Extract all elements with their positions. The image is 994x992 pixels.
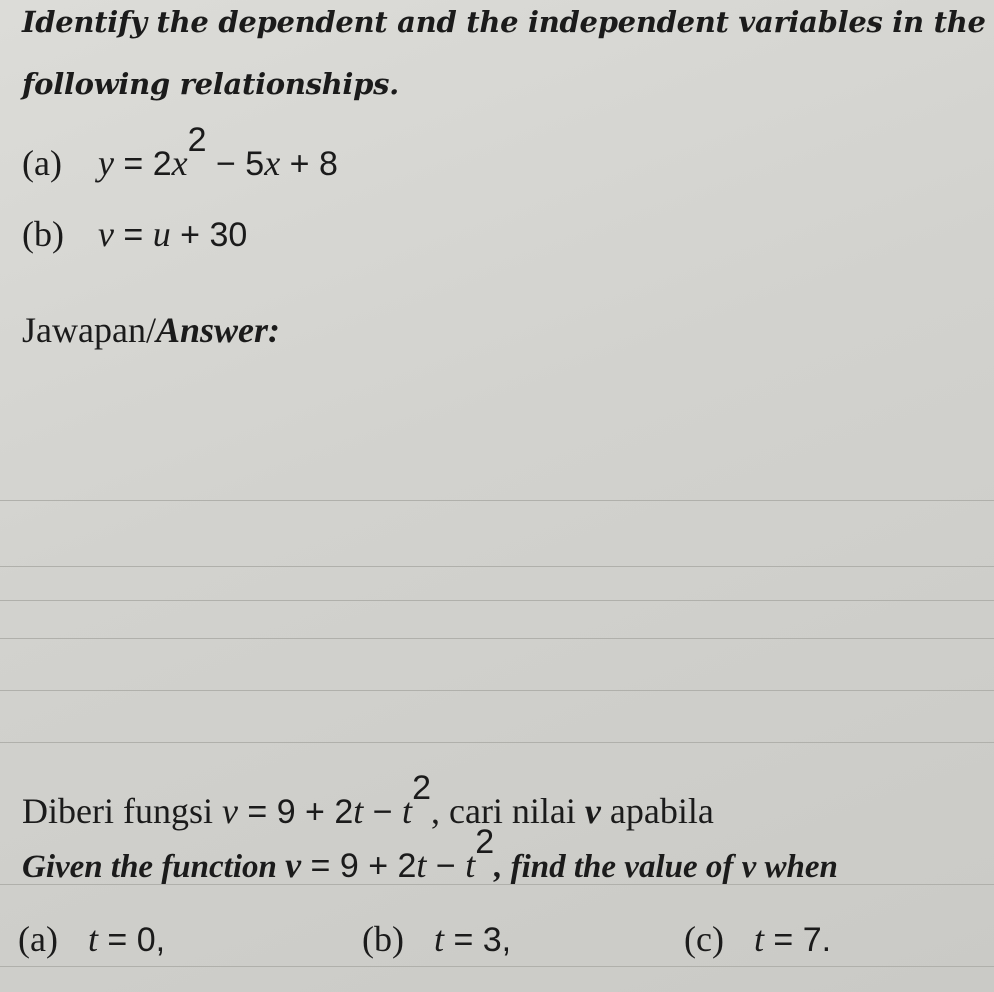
item-label: (b)	[362, 919, 404, 959]
math-var: t	[353, 790, 364, 831]
math-var: v	[285, 844, 302, 885]
ruled-line	[0, 690, 994, 691]
math-text: =	[113, 216, 153, 254]
text: Diberi fungsi	[22, 790, 222, 831]
math-exponent: 2	[475, 823, 495, 861]
text: when	[756, 848, 838, 885]
question2-item-a	[18, 918, 165, 960]
math-text: −	[426, 846, 466, 885]
math-text: − 5	[206, 144, 265, 183]
question1-line2: following relationships.	[22, 67, 399, 101]
math-var: t	[753, 919, 764, 959]
question1-part-a	[22, 121, 338, 183]
math-var: v	[584, 790, 601, 831]
ruled-line	[0, 742, 994, 743]
question2-malay	[22, 769, 714, 831]
text: apabila	[600, 790, 714, 831]
ruled-line	[0, 500, 994, 501]
math-var: t	[416, 844, 427, 885]
math-var: t	[402, 790, 413, 831]
text: , cari nilai	[430, 790, 585, 831]
ruled-line	[0, 566, 994, 567]
question2-english	[22, 823, 838, 885]
ruled-line	[0, 966, 994, 967]
math-var: t	[87, 919, 98, 959]
ruled-line	[0, 638, 994, 639]
math-text: = 2	[113, 144, 172, 183]
item-label: (c)	[684, 919, 724, 959]
ruled-line	[0, 600, 994, 601]
item-label: (a)	[18, 919, 58, 959]
math-var: u	[152, 214, 171, 254]
math-var: t	[465, 844, 476, 885]
part-label: (b)	[22, 214, 64, 254]
question2-item-b	[362, 918, 511, 960]
question2-item-c	[684, 918, 831, 960]
text: , find the value of	[494, 848, 742, 885]
math-exponent: 2	[412, 769, 431, 807]
part-label: (a)	[22, 142, 62, 183]
math-var: y	[98, 142, 114, 183]
math-exponent: 2	[187, 121, 207, 159]
answer-label-malay: Jawapan/	[22, 310, 156, 350]
math-text: = 9 + 2	[301, 846, 417, 885]
math-var: v	[98, 214, 114, 254]
math-text: = 0,	[97, 921, 166, 959]
math-var: t	[433, 919, 444, 959]
math-text: + 30	[170, 216, 248, 254]
text: Given the function	[22, 848, 286, 885]
math-var: v	[741, 848, 757, 885]
question1-part-b	[22, 216, 247, 252]
math-var: x	[171, 142, 188, 183]
math-text: −	[363, 792, 403, 831]
math-var: v	[221, 790, 238, 831]
math-text: + 8	[280, 144, 338, 183]
math-var: x	[264, 142, 281, 183]
answer-label-english: Answer:	[155, 310, 280, 350]
answer-label	[22, 312, 280, 348]
math-text: = 3,	[444, 921, 512, 959]
math-text: = 7.	[763, 921, 832, 959]
question1-line1: Identify the dependent and the independent variables in the	[22, 5, 986, 39]
math-text: = 9 + 2	[237, 792, 354, 831]
